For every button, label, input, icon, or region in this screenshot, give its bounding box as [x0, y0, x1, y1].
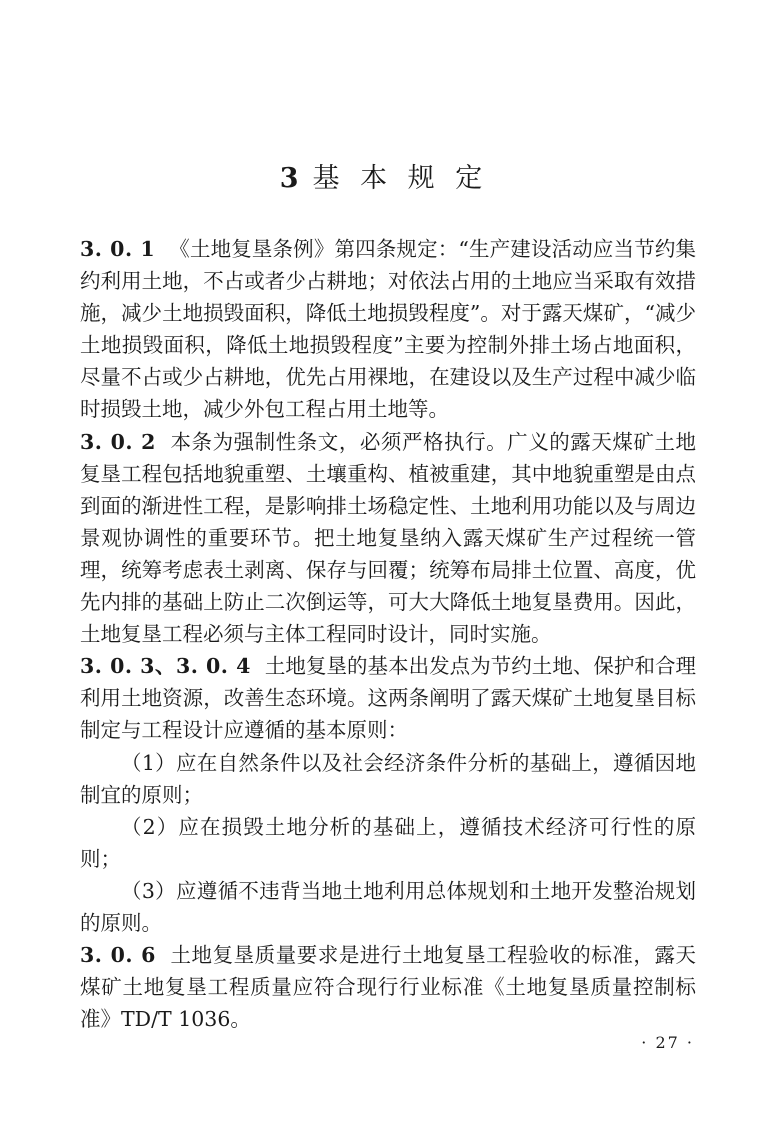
- clause-3-0-1: [80, 233, 696, 426]
- clause-text: 土地复垦的基本出发点为节约土地、保护和合理利用土地资源，改善生态环境。这两条阐明了露天煤矿土地复垦目标制定与工程设计应遵循的基本原则：: [80, 654, 697, 743]
- clause-number: 3. 0. 1: [80, 237, 156, 261]
- clause-text: 土地复垦质量要求是进行土地复垦工程验收的标准，露天煤矿土地复垦工程质量应符合现行行业标准《土地复垦质量控制标准》TD/T 1036。: [80, 943, 697, 1032]
- list-item: （3）应遵循不违背当地土地利用总体规划和土地开发整治规划的原则。: [80, 878, 696, 935]
- clause-text: 本条为强制性条文，必须严格执行。广义的露天煤矿土地复垦工程包括地貌重塑、土壤重构、植被重建，其中地貌重塑是由点到面的渐进性工程，是影响排土场稳定性、土地利用功能以及与周边景观协调性的重要环节。把土地复垦纳入露天煤矿生产过程统一管理，统筹考虑表土剥离、保存与回覆；统筹布局排土位置、高度，优先内排的基础上防止二次倒运等，可大大降低土地复垦费用。因此，土地复垦工程必须与主体工程同时设计，同时实施。: [80, 429, 697, 647]
- chapter-title: [0, 156, 768, 195]
- list-item: （2）应在损毁土地分析的基础上，遵循技术经济可行性的原则；: [80, 814, 696, 871]
- list-item: （1）应在自然条件以及社会经济条件分析的基础上，遵循因地制宜的原则；: [80, 750, 696, 807]
- page-number: · 27 ·: [641, 1033, 694, 1052]
- clause-3-0-2: [80, 426, 696, 651]
- clause-text: 《土地复垦条例》第四条规定：“生产建设活动应当节约集约利用土地，不占或者少占耕地；对依法占用的土地应当采取有效措施，减少土地损毁面积，降低土地损毁程度”。对于露天煤矿，“减少土地损毁面积，降低土地损毁程度”主要为控制外排土场占地面积，尽量不占或少占耕地，优先占用裸地，在建设以及生产过程中减少临时损毁土地，减少外包工程占用土地等。: [80, 237, 696, 422]
- clause-number: 3. 0. 3、3. 0. 4: [80, 654, 251, 679]
- document-body: [80, 233, 696, 1035]
- clause-number: 3. 0. 2: [80, 429, 156, 454]
- chapter-number: 3: [279, 163, 299, 195]
- clause-3-0-6: [80, 939, 696, 1035]
- clause-number: 3. 0. 6: [80, 943, 156, 968]
- chapter-title-text: 基 本 规 定: [312, 163, 489, 195]
- clause-3-0-3-4: [80, 650, 696, 746]
